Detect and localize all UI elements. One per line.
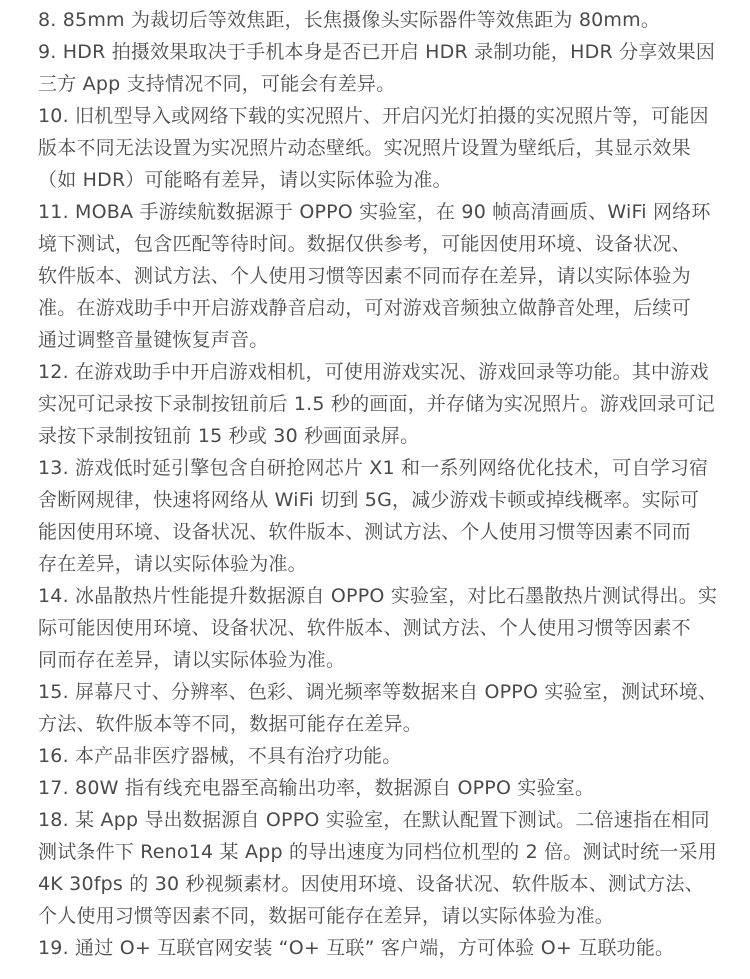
footnote-line: 4K 30fps 的 30 秒视频素材。因使用环境、设备状况、软件版本、测试方法、	[38, 873, 704, 895]
footnote-line: 录按下录制按钮前 15 秒或 30 秒画面录屏。	[38, 425, 420, 447]
footnote-line: 际可能因使用环境、设备状况、软件版本、测试方法、个人使用习惯等因素不	[38, 617, 691, 639]
footnote-line: （如 HDR）可能略有差异，请以实际体验为准。	[38, 169, 452, 191]
footnote-line: 8. 85mm 为裁切后等效焦距，长焦摄像头实际器件等效焦距为 80mm。	[38, 9, 661, 31]
footnote-line: 16. 本产品非医疗器械，不具有治疗功能。	[38, 745, 402, 767]
footnote-line: 19. 通过 O+ 互联官网安装 “O+ 互联” 客户端，方可体验 O+ 互联功能。	[38, 937, 675, 959]
footnote-line: 13. 游戏低时延引擎包含自研抢网芯片 X1 和一系列网络优化技术，可自学习宿	[38, 457, 709, 479]
footnote-line: 准。在游戏助手中开启游戏静音启动，可对游戏音频独立做静音处理，后续可	[38, 297, 691, 319]
footnote-line: 17. 80W 指有线充电器至高输出功率，数据源自 OPPO 实验室。	[38, 777, 595, 799]
footnote-line: 境下测试，包含匹配等待时间。数据仅供参考，可能因使用环境、设备状况、	[38, 233, 691, 255]
footnote-line: 通过调整音量键恢复声音。	[38, 329, 269, 351]
footnote-line: 存在差异，请以实际体验为准。	[38, 553, 307, 575]
footnote-line: 9. HDR 拍摄效果取决于手机本身是否已开启 HDR 录制功能，HDR 分享效果因	[38, 41, 716, 63]
footnote-line: 12. 在游戏助手中开启游戏相机，可使用游戏实况、游戏回录等功能。其中游戏	[38, 361, 709, 383]
footnote-line: 15. 屏幕尺寸、分辨率、色彩、调光频率等数据来自 OPPO 实验室，测试环境、	[38, 681, 718, 703]
footnote-line: 个人使用习惯等因素不同，数据可能存在差异，请以实际体验为准。	[38, 905, 615, 927]
footnote-line: 方法、软件版本等不同，数据可能存在差异。	[38, 713, 423, 735]
footnote-line: 18. 某 App 导出数据源自 OPPO 实验室，在默认配置下测试。二倍速指在相同	[38, 809, 710, 831]
footnote-line: 测试条件下 Reno14 某 App 的导出速度为同档位机型的 2 倍。测试时统一采用	[38, 841, 717, 863]
footnote-line: 三方 App 支持情况不同，可能会有差异。	[38, 73, 396, 95]
footnote-line: 能因使用环境、设备状况、软件版本、测试方法、个人使用习惯等因素不同而	[38, 521, 691, 543]
footnote-line: 10. 旧机型导入或网络下载的实况照片、开启闪光灯拍摄的实况照片等，可能因	[38, 105, 709, 127]
footnote-line: 版本不同无法设置为实况照片动态壁纸。实况照片设置为壁纸后，其显示效果	[38, 137, 691, 159]
footnote-line: 软件版本、测试方法、个人使用习惯等因素不同而存在差异，请以实际体验为	[38, 265, 691, 287]
footnote-line: 同而存在差异，请以实际体验为准。	[38, 649, 346, 671]
footnote-line: 14. 冰晶散热片性能提升数据源自 OPPO 实验室，对比石墨散热片测试得出。实	[38, 585, 718, 607]
footnote-line: 舍断网规律，快速将网络从 WiFi 切到 5G，减少游戏卡顿或掉线概率。实际可	[38, 489, 700, 511]
footnote-line: 11. MOBA 手游续航数据源于 OPPO 实验室，在 90 帧高清画质、WiFi 网络环	[38, 201, 711, 223]
footnote-line: 实况可记录按下录制按钮前后 1.5 秒的画面，并存储为实况照片。游戏回录可记	[38, 393, 715, 415]
